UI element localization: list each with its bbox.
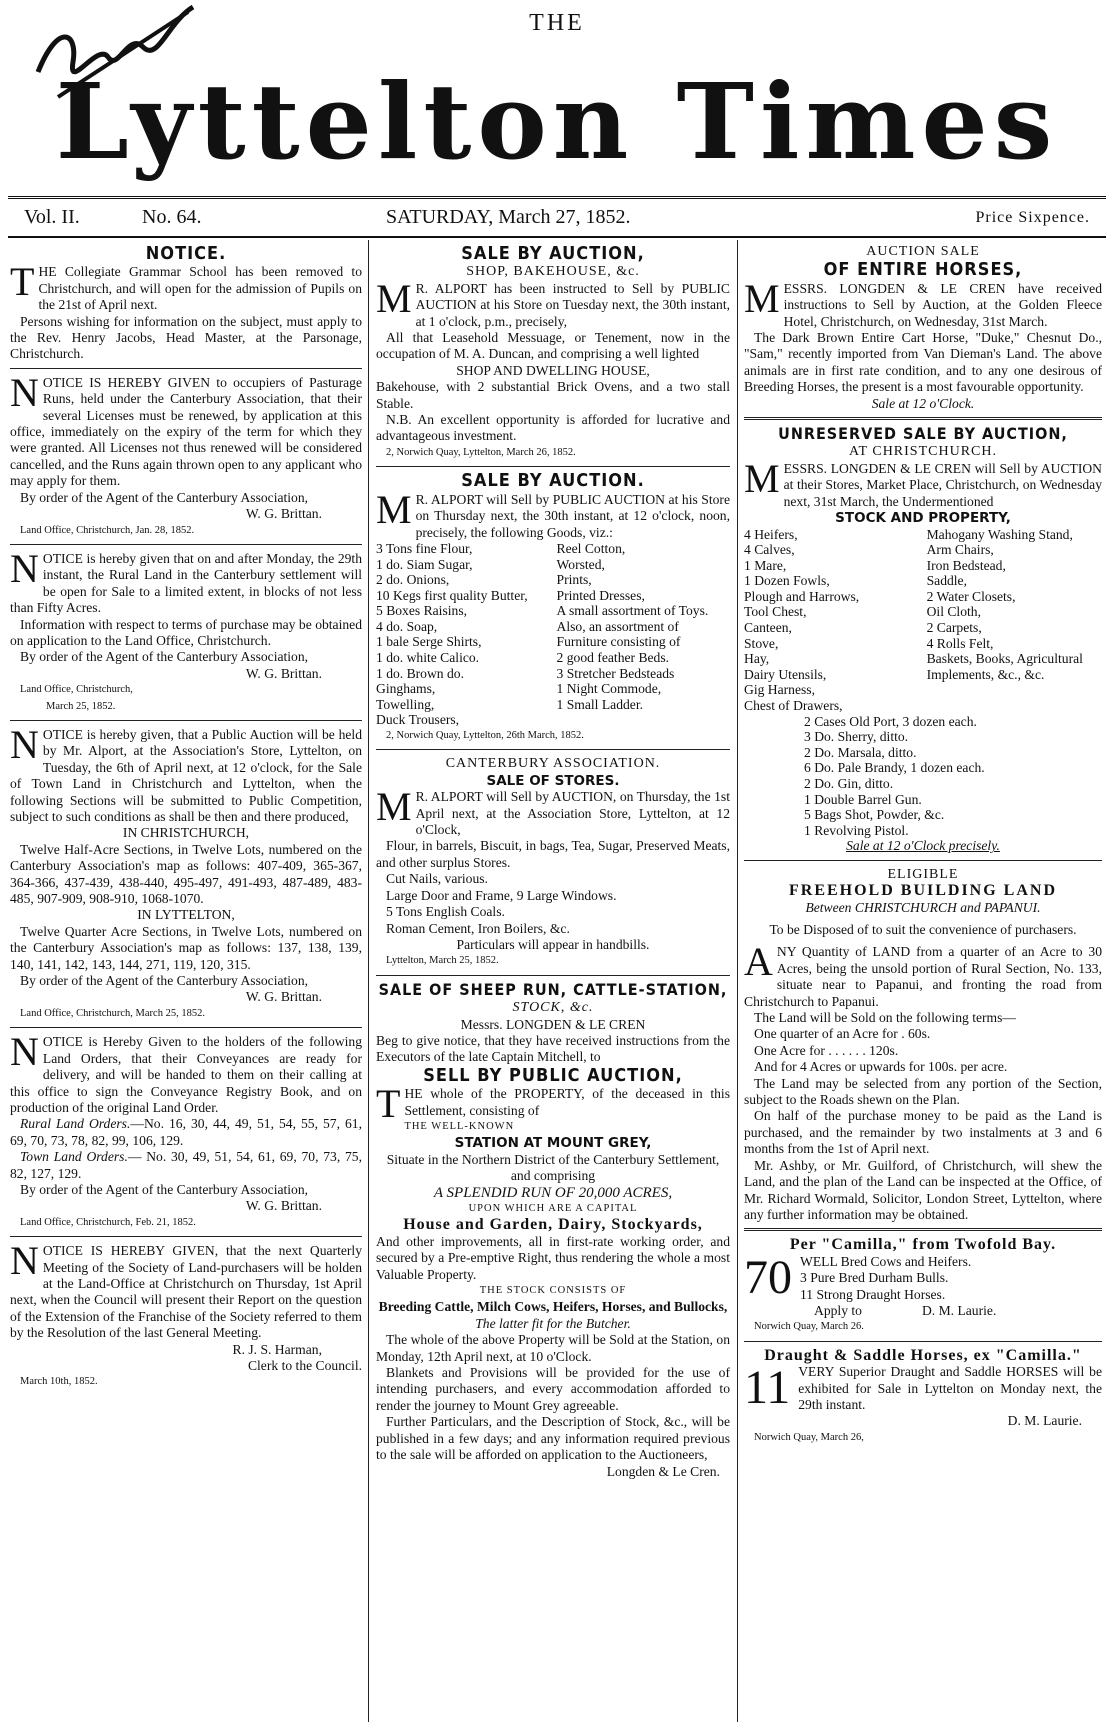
ad-text: THE Collegiate Grammar School has been removed to Christchurch, and will open for the admission of Pupils on the 21st of April next.	[10, 259, 362, 313]
ad-text: The latter fit for the Butcher.	[475, 1315, 631, 1331]
signature: W. G. Brittan.	[245, 989, 322, 1005]
ad-text: NOTICE IS HEREBY GIVEN to occupiers of Pasturage Runs, held under the Canterbury Association, that their several Licenses must be renewed, by application at this office, immediately on the expiry of the term for which they were granted. All Licenses not thus renewed will be considered cancelled, and the Runs again thrown open to any applicant who may apply for them.	[10, 369, 362, 489]
dateline-small: Land Office, Christchurch,	[20, 684, 133, 696]
notice-land-orders	[10, 1029, 362, 1231]
column-3	[744, 244, 1102, 1724]
ad-subheading: SALE OF STORES.	[486, 772, 620, 789]
ad-text: Beg to give notice, that they have received instructions from the Executors of the late Captain Mitchell, to	[376, 1032, 730, 1065]
property-list-left	[744, 527, 919, 714]
ad-text: Mr. Ashby, or Mr. Guilford, of Christchurch, will shew the Land, and the plan of the Land can be inspected at the Office, of Mr. Richard Wormald, Solicitor, London Street, Lyttelton, where any further information may be obtained.	[744, 1157, 1102, 1222]
ad-heading: Per "Camilla," from Twofold Bay.	[789, 1236, 1057, 1254]
ad-text: NOTICE IS HEREBY GIVEN, that the next Quarterly Meeting of the Society of Land-purchasers will be holden at the Land-Office at Christchurch on Thursday, 1st April next, when the Council will present their Report on the question of the Extension of the Franchise of the Society referred to them by the Resolution of the last General Meeting.	[10, 1238, 362, 1341]
ad-heading: FREEHOLD BUILDING LAND	[788, 882, 1058, 900]
ad-entire-horses	[744, 244, 1102, 412]
ad-text: All that Leasehold Messuage, or Tenement, now in the occupation of M. A. Duncan, and comprising a well lighted	[376, 330, 730, 362]
divider	[376, 975, 730, 976]
list-item: 1 Small Ladder.	[556, 696, 644, 712]
ad-text: MESSRS. LONGDEN & LE CREN will Sell by AUCTION at their Stores, Market Place, Christchurch, on Wednesday next, 31st March, the Undermentioned	[744, 455, 1102, 509]
rural-orders: —No. 16, 30, 44, 49, 51, 54, 55, 57, 61, 69, 70, 73, 78, 82, 99, 106, 129.	[10, 1116, 362, 1148]
list-item: 3 Do. Sherry, ditto.	[804, 729, 909, 745]
ad-text: Information with respect to terms of purchase may be obtained on application to the Land Office, Christchurch.	[10, 616, 362, 648]
list-item: 4 Calves,	[744, 542, 795, 558]
ad-subheading: Breeding Cattle, Milch Cows, Heifers, Horses, and Bullocks,	[378, 1299, 728, 1315]
dateline-small: 2, Norwich Quay, Lyttelton, 26th March, 1852.	[386, 730, 584, 742]
notice-grammar-school	[10, 246, 362, 363]
ad-text: NOTICE is hereby given that on and after Monday, the 29th instant, the Rural Land in the Canterbury settlement will be open for Sale to a limited extent, in blocks of not less than Fifty Acres.	[10, 545, 362, 616]
list-item: 2 do. Onions,	[376, 572, 450, 588]
goods-list-right	[557, 541, 730, 728]
list-item: Stove,	[744, 635, 779, 651]
notice-pasturage-runs	[10, 369, 362, 539]
ad-text: Situate in the Northern District of the Canterbury Settlement, and comprising	[386, 1151, 720, 1184]
dateline-small: Lyttelton, March 25, 1852.	[386, 955, 499, 967]
list-item: Towelling,	[376, 696, 435, 712]
ad-text: N.B. An excellent opportunity is afforded for lucrative and advantageous investment.	[376, 412, 730, 444]
divider	[744, 1228, 1102, 1231]
list-item: Iron Bedstead,	[926, 557, 1006, 573]
ad-text: MR. ALPORT will Sell by AUCTION, on Thursday, the 1st April next, at the Association Store, Lyttelton, at 12 o'Clock,	[376, 784, 730, 838]
list-item: Saddle,	[926, 573, 967, 589]
signature: W. G. Brittan.	[245, 506, 322, 522]
ad-text: Further Particulars, and the Description of Stock, &c., will be published in a few days; and any information required previous to the sale will be afforded on application to the Auctioneers,	[376, 1414, 730, 1463]
dateline-rule	[8, 236, 1106, 238]
list-item: Dairy Utensils,	[744, 666, 827, 682]
list-item: 4 do. Soap,	[376, 618, 438, 634]
ad-text: Roman Cement, Iron Boilers, &c.	[386, 920, 570, 936]
list-item: 2 Water Closets,	[926, 588, 1016, 604]
list-item: Baskets, Books, Agricultural Implements, &c., &c.	[926, 651, 1083, 682]
ad-sale-shop-bakehouse	[376, 246, 730, 461]
firm-name: Messrs. LONGDEN & LE CREN	[460, 1016, 646, 1032]
property-list-right	[927, 527, 1102, 714]
dateline	[16, 206, 1098, 234]
ad-text: The whole of the above Property will be Sold at the Station, on Monday, 12th April next, at 10 o'Clock.	[376, 1332, 730, 1364]
list-item: Hay,	[744, 651, 770, 667]
masthead	[0, 0, 1114, 195]
divider	[10, 544, 362, 545]
ad-text: Twelve Quarter Acre Sections, in Twelve Lots, numbered on the Canterbury Association's map as follows: 137, 138, 139, 140, 141, 142, 143, 144, 271, 119, 120, 315.	[10, 923, 362, 972]
ad-pre-heading: ELIGIBLE	[887, 866, 959, 882]
ad-subheading: IN LYTTELTON,	[137, 907, 235, 923]
ad-text	[10, 1116, 362, 1149]
ad-heading: UNRESERVED SALE BY AUCTION,	[778, 424, 1068, 444]
ad-text: Twelve Half-Acre Sections, in Twelve Lots, numbered on the Canterbury Association's map as follows: 407-409, 365-367, 364-366, 437-439, 438-440, 495-497, 491-493, 487-489, 483-485, 907-909, 908-910, 1068-1070.	[10, 841, 362, 907]
list-item: 2 Do. Marsala, ditto.	[804, 744, 917, 760]
ad-text: MR. ALPORT has been instructed to Sell by PUBLIC AUCTION at his Store on Tuesday next, the 30th instant, at 1 o'clock, p.m., precisely,	[376, 275, 730, 329]
list-item: 5 Boxes Raisins,	[376, 603, 468, 619]
ad-subheading: A SPLENDID RUN OF 20,000 ACRES,	[433, 1184, 673, 1201]
list-item: Arm Chairs,	[926, 542, 994, 558]
ad-text: The Dark Brown Entire Cart Horse, "Duke," Chesnut Do., "Sam," recently imported from Van Dieman's Land. The above animals are in first rate condition, and to any one desirous of Breeding Horses, the present is a most favourable opportunity.	[744, 330, 1102, 395]
list-item: 4 Rolls Felt,	[926, 635, 994, 651]
notice-quarterly-meeting	[10, 1238, 362, 1391]
signature: W. G. Brittan.	[245, 665, 322, 681]
volume: Vol. II.	[24, 206, 80, 228]
column-1	[10, 244, 362, 1724]
ad-subheading: IN CHRISTCHURCH,	[122, 825, 250, 841]
divider	[10, 1236, 362, 1237]
ad-sale-goods	[376, 470, 730, 744]
ad-text: Bakehouse, with 2 substantial Brick Ovens, and a two stall Stable.	[376, 379, 730, 411]
ad-text: 3 Pure Bred Durham Bulls.	[800, 1270, 949, 1286]
price: Price Sixpence.	[975, 209, 1090, 226]
sale-time: Sale at 12 o'Clock precisely.	[846, 838, 1000, 854]
ad-subheading: STOCK, &c.	[512, 1000, 594, 1016]
list-item: 2 Do. Gin, ditto.	[804, 776, 894, 791]
ad-subheading: Between CHRISTCHURCH and PAPANUI.	[805, 899, 1041, 915]
horse-count: 11	[744, 1361, 791, 1415]
signature: D. M. Laurie.	[921, 1302, 997, 1318]
ad-sale-of-stores	[376, 756, 730, 969]
ad-subheading: STOCK AND PROPERTY,	[835, 510, 1011, 527]
ad-heading: SALE BY AUCTION.	[461, 470, 645, 492]
signature: D. M. Laurie.	[1007, 1413, 1082, 1429]
ad-text: Large Door and Frame, 9 Large Windows.	[386, 887, 617, 903]
ad-text: WELL Bred Cows and Heifers.	[800, 1253, 972, 1269]
ad-text: One Acre for . . . . . . 120s.	[754, 1042, 899, 1058]
signature: Clerk to the Council.	[247, 1358, 362, 1373]
dateline-small: Norwich Quay, March 26,	[754, 1431, 864, 1443]
dateline-small: March 10th, 1852.	[20, 1376, 98, 1388]
town-orders-label: Town Land Orders.	[20, 1149, 128, 1165]
dateline-small: March 25, 1852.	[46, 700, 116, 712]
ad-text: By order of the Agent of the Canterbury Association,	[20, 489, 309, 505]
rural-orders-label: Rural Land Orders.	[20, 1116, 131, 1132]
cattle-count: 70	[744, 1250, 792, 1304]
ad-text: By order of the Agent of the Canterbury Association,	[20, 973, 309, 989]
ad-text: NOTICE is hereby given, that a Public Auction will be held by Mr. Alport, at the Association's Store, Lyttelton, on Tuesday, the 6th of April next, at 12 o'clock, for the Sale of Town Land in Christchurch and Lyttelton, when the following Sections will be submitted to Public Competition, subject to such conditions as shall be then and there produced,	[10, 721, 362, 824]
ad-heading: Draught & Saddle Horses, ex "Camilla."	[764, 1346, 1082, 1364]
ad-text: THE whole of the PROPERTY, of the deceased in this Settlement, consisting of	[376, 1081, 730, 1127]
ad-text: THE STOCK CONSISTS OF	[479, 1285, 627, 1297]
ad-text: UPON WHICH ARE A CAPITAL	[468, 1203, 638, 1214]
dateline-small: 2, Norwich Quay, Lyttelton, March 26, 1852.	[386, 446, 576, 458]
column-2	[376, 244, 730, 1724]
ad-unreserved-sale	[744, 426, 1102, 855]
list-item: 3 Stretcher Bedsteads	[556, 665, 675, 681]
notice-rural-land	[10, 545, 362, 715]
list-item: 1 Revolving Pistol.	[804, 822, 909, 838]
list-item: A small assortment of Toys.	[556, 603, 709, 619]
dateline-small: Land Office, Christchurch, Feb. 21, 1852.	[20, 1216, 196, 1228]
property-list	[744, 527, 1102, 714]
divider	[744, 860, 1102, 861]
notice-town-land-auction	[10, 721, 362, 1022]
ad-text: MESSRS. LONGDEN & LE CREN have received instructions to Sell by Auction, at the Golden Fleece Hotel, Christchurch, on Wednesday, 31st March.	[744, 275, 1102, 329]
list-item: 1 do. Siam Sugar,	[376, 556, 473, 572]
list-item: 1 do. white Calico.	[376, 650, 480, 666]
masthead-rule	[8, 196, 1106, 199]
list-item: Worsted,	[556, 556, 605, 572]
ad-text: To be Disposed of to suit the convenience of purchasers.	[769, 922, 1077, 937]
list-item: Plough and Harrows,	[744, 588, 860, 604]
list-item: 1 do. Brown do.	[376, 665, 464, 681]
ad-text: Cut Nails, various.	[386, 871, 488, 887]
list-item: Also, an assortment of Furniture consisting of	[556, 618, 681, 650]
sale-time: Sale at 12 o'Clock.	[871, 395, 975, 411]
ad-heading: SALE BY AUCTION,	[461, 244, 645, 264]
goods-list-left	[376, 541, 549, 728]
ad-heading: OF ENTIRE HORSES,	[823, 259, 1023, 281]
ad-text: Blankets and Provisions will be provided for the use of intending purchasers, and every accommodation afforded to render the journey to Mount Grey agreeable.	[376, 1365, 730, 1413]
ad-text: Particulars will appear in handbills.	[456, 936, 650, 952]
ad-subheading: AT CHRISTCHURCH.	[849, 444, 997, 460]
ad-text: 5 Tons English Coals.	[386, 904, 505, 920]
ad-text: By order of the Agent of the Canterbury Association,	[20, 1181, 309, 1197]
divider	[10, 368, 362, 369]
column-divider	[368, 240, 369, 1722]
list-item: Oil Cloth,	[926, 604, 981, 620]
ad-heading: CANTERBURY ASSOCIATION.	[445, 756, 661, 772]
divider	[744, 417, 1102, 420]
ad-text: By order of the Agent of the Canterbury Association,	[20, 649, 309, 665]
dateline-small: Norwich Quay, March 26.	[754, 1321, 864, 1333]
ad-text: On half of the purchase money to be paid as the Land is purchased, and the remainder by two instalments at 3 and 6 months from the 1st of April next.	[744, 1108, 1102, 1157]
list-item: 2 good feather Beds.	[556, 650, 670, 666]
ad-text: And other improvements, all in first-rate working order, and secured by a Pre-emptive Right, thus rendering the whole a most Valuable Property.	[376, 1233, 730, 1282]
ad-text: NOTICE is Hereby Given to the holders of the following Land Orders, that their Conveyances are ready for delivery, and will be handed to them on their calling at this office to sign the Conveyance Registry Book, and on production of the original Land Order.	[10, 1029, 362, 1115]
ad-subheading: SHOP AND DWELLING HOUSE,	[456, 362, 650, 378]
ad-draught-horses	[744, 1348, 1102, 1446]
ad-freehold-land	[744, 867, 1102, 1224]
ad-text: The Land will be Sold on the following terms—	[754, 1010, 1017, 1026]
list-item: 1 Dozen Fowls,	[744, 573, 830, 589]
ad-heading: NOTICE.	[145, 244, 227, 264]
list-item: 6 Do. Pale Brandy, 1 dozen each.	[804, 760, 985, 776]
ad-text: Persons wishing for information on the subject, must apply to the Rev. Henry Jacobs, Head Master, at the Parsonage, Christchurch.	[10, 313, 362, 362]
list-item: 1 Night Commode,	[556, 681, 662, 697]
ad-text: ANY Quantity of LAND from a quarter of an Acre to 30 Acres, being the unsold portion of Rural Section, No. 133, situate near to Papanui, and fronting the road from Christchurch to Papanui.	[744, 939, 1102, 1009]
list-item: 10 Kegs first quality Butter,	[376, 587, 528, 603]
divider	[376, 466, 730, 467]
list-item: Duck Trousers,	[376, 712, 460, 728]
list-item: Reel Cotton,	[556, 540, 626, 556]
ad-text	[10, 1149, 362, 1182]
divider	[744, 1341, 1102, 1342]
ad-subheading: STATION AT MOUNT GREY,	[454, 1135, 652, 1152]
ad-text: One quarter of an Acre for . 60s.	[754, 1026, 931, 1042]
ad-text: The Land may be selected from any portion of the Section, subject to the Roads shewn on the Plan.	[744, 1075, 1102, 1108]
ad-text: 11 Strong Draught Horses.	[800, 1286, 946, 1302]
list-item: 1 Mare,	[744, 557, 787, 573]
town-orders: — No. 30, 49, 51, 54, 61, 69, 70, 73, 75, 82, 127, 129.	[10, 1149, 362, 1181]
list-item: 3 Tons fine Flour,	[376, 540, 473, 556]
ad-subheading: House and Garden, Dairy, Stockyards,	[403, 1216, 703, 1234]
list-item: Mahogany Washing Stand,	[926, 526, 1073, 542]
list-item: Canteen,	[744, 620, 792, 636]
list-item: Printed Dresses,	[556, 587, 645, 603]
signature: Longden & Le Cren.	[606, 1463, 720, 1479]
ad-camilla-cattle	[744, 1237, 1102, 1335]
divider	[10, 1027, 362, 1028]
ad-pre-heading: AUCTION SALE	[866, 244, 980, 259]
divider	[376, 749, 730, 750]
goods-list	[376, 541, 730, 728]
list-item: Prints,	[556, 572, 592, 588]
ad-text: THE WELL-KNOWN	[404, 1120, 515, 1132]
signature: R. J. S. Harman,	[232, 1341, 322, 1357]
list-item: Tool Chest,	[744, 604, 807, 620]
list-item: 1 Double Barrel Gun.	[804, 791, 922, 807]
list-item: Chest of Drawers,	[744, 698, 843, 714]
ad-heading: SELL BY PUBLIC AUCTION,	[423, 1064, 683, 1086]
dateline-small: Land Office, Christchurch, Jan. 28, 1852.	[20, 524, 195, 536]
ad-text: And for 4 Acres or upwards for 100s. per acre.	[754, 1059, 1008, 1075]
ad-text: VERY Superior Draught and Saddle HORSES will be exhibited for Sale in Lyttelton on Monday next, the 29th instant.	[798, 1364, 1102, 1412]
divider	[10, 720, 362, 721]
issue-date: SATURDAY, March 27, 1852.	[386, 206, 631, 228]
column-divider	[737, 240, 738, 1722]
wine-spirits-list	[744, 714, 1102, 839]
ad-heading: SALE OF SHEEP RUN, CATTLE-STATION,	[378, 979, 728, 999]
dateline-small: Land Office, Christchurch, March 25, 1852.	[20, 1007, 205, 1019]
issue-number: No. 64.	[142, 206, 202, 228]
ad-text: MR. ALPORT will Sell by PUBLIC AUCTION at his Store on Thursday next, the 30th instant, at 12 o'clock, noon, precisely, the following Goods, viz.:	[376, 486, 730, 540]
list-item: Ginghams,	[376, 681, 436, 697]
newspaper-title: Lyttelton Times	[55, 60, 1059, 183]
list-item: Gig Harness,	[744, 682, 815, 698]
ad-sheep-run-sale	[376, 979, 730, 1480]
list-item: 4 Heifers,	[744, 526, 798, 542]
list-item: 2 Cases Old Port, 3 dozen each.	[804, 713, 977, 729]
ad-subheading: SHOP, BAKEHOUSE, &c.	[466, 264, 640, 280]
ad-text: Apply to	[814, 1302, 862, 1318]
list-item: 5 Bags Shot, Powder, &c.	[804, 807, 945, 823]
signature: W. G. Brittan.	[245, 1198, 322, 1214]
ad-text: Flour, in barrels, Biscuit, in bags, Tea, Sugar, Preserved Meats, and other surplus Stores.	[376, 838, 730, 870]
list-item: 1 bale Serge Shirts,	[376, 634, 482, 650]
masthead-the: THE	[529, 10, 585, 36]
list-item: 2 Carpets,	[926, 620, 982, 636]
